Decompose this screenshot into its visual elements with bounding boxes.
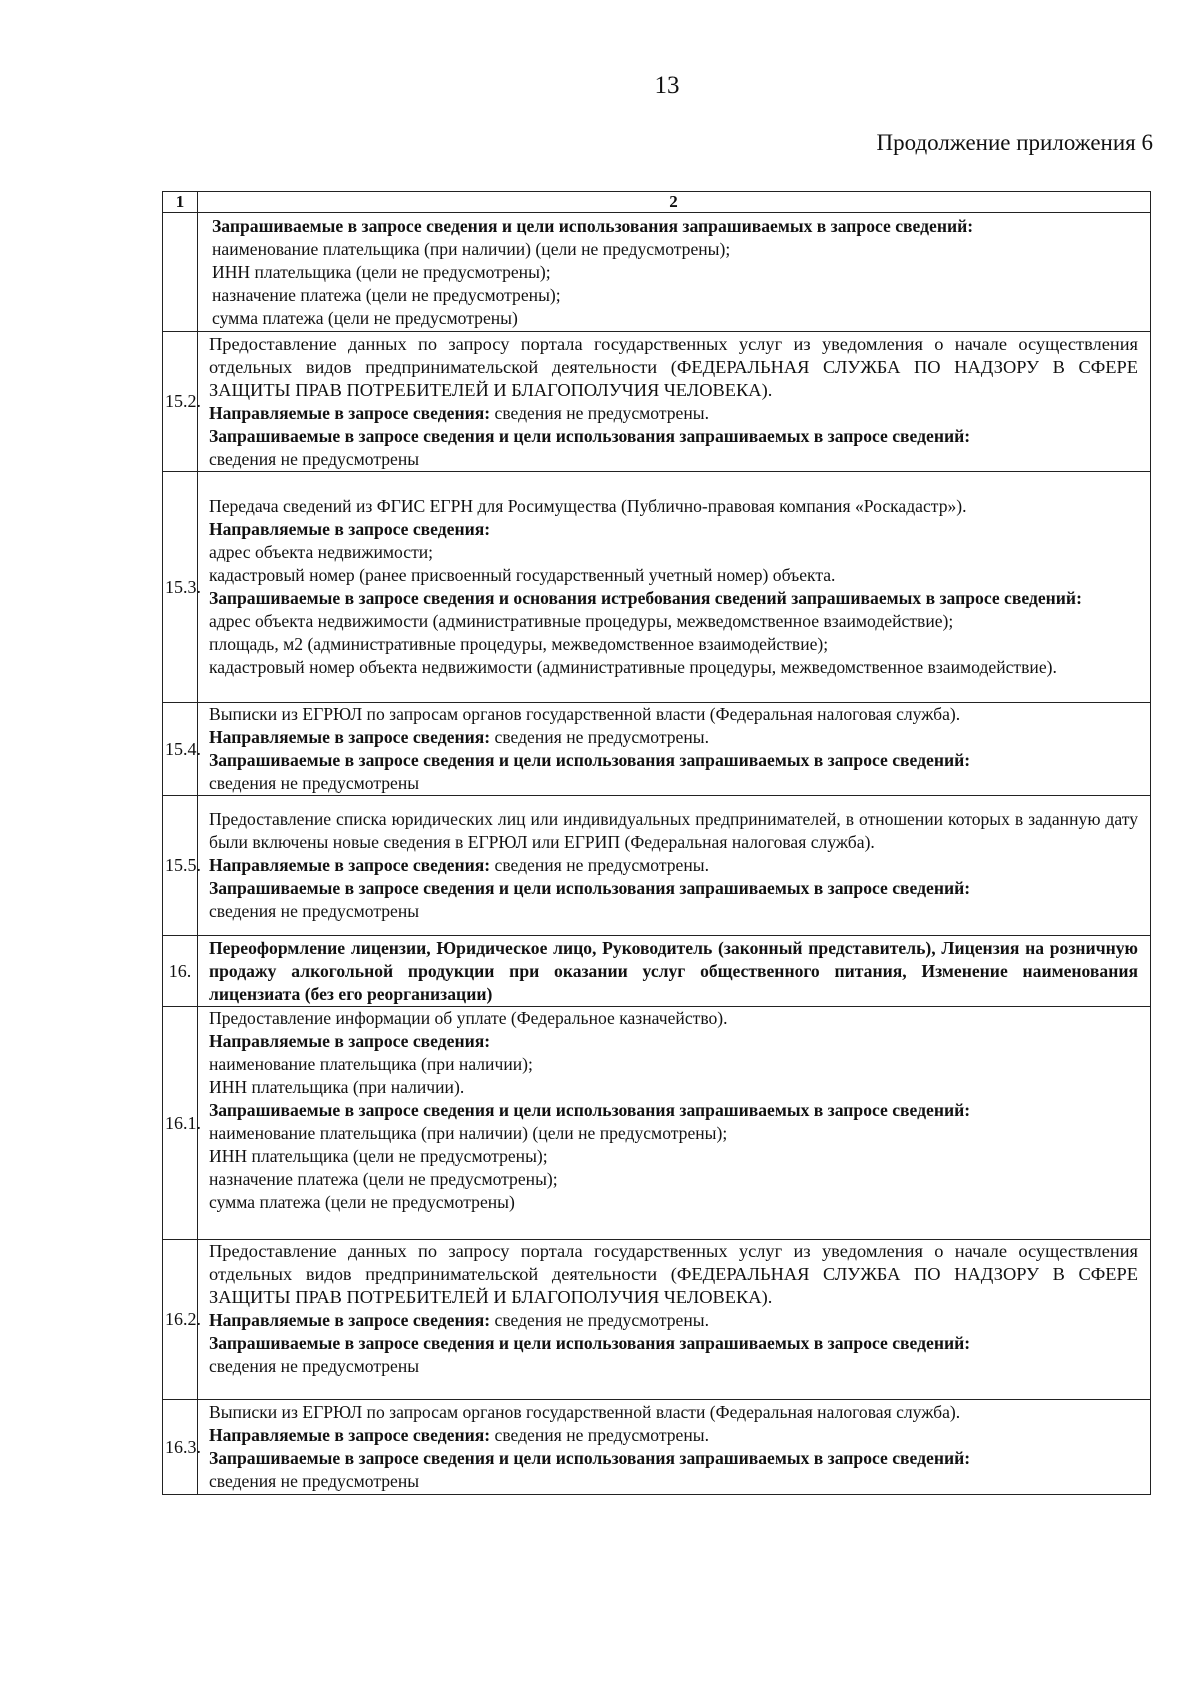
table-row xyxy=(163,472,1151,703)
row-intro: Предоставление данных по запросу портала государственных услуг из уведомления о начале осуществления отдельных видов предпринимательской деятельности (ФЕДЕРАЛЬНАЯ СЛУЖБА ПО НАДЗОРУ В СФЕРЕ ЗАЩИТЫ ПРАВ ПОТРЕБИТЕЛЕЙ И БЛАГОПОЛУЧИЯ ЧЕЛОВЕКА). xyxy=(209,1241,1138,1307)
table-row xyxy=(163,703,1151,796)
list-item: сумма платежа (цели не предусмотрены) xyxy=(212,307,518,328)
list-item: наименование плательщика (при наличии) (цели не предусмотрены); xyxy=(209,1123,728,1143)
appendix-table xyxy=(162,191,1151,1495)
list-item: сумма платежа (цели не предусмотрены) xyxy=(209,1192,515,1212)
table-row xyxy=(163,796,1151,936)
table-row xyxy=(163,1240,1151,1400)
list-item: адрес объекта недвижимости (административные процедуры, межведомственное взаимодействие); xyxy=(209,611,954,631)
page-number: 13 xyxy=(654,72,680,99)
sent-info-label: Направляемые в запросе сведения: xyxy=(209,1310,491,1330)
list-item: адрес объекта недвижимости; xyxy=(209,542,434,562)
row-intro: Выписки из ЕГРЮЛ по запросам органов государственной власти (Федеральная налоговая служба). xyxy=(209,704,961,724)
row-number: 15.2. xyxy=(163,332,198,472)
row-number: 15.5. xyxy=(163,796,198,936)
requested-info-value: сведения не предусмотрены xyxy=(209,1471,420,1491)
list-item: назначение платежа (цели не предусмотрены); xyxy=(209,1169,558,1189)
requested-info-value: сведения не предусмотрены xyxy=(209,1356,420,1376)
requested-info-label: Запрашиваемые в запросе сведения и основания истребования сведений запрашиваемых в запросе сведений: xyxy=(209,588,1082,608)
requested-info-label: Запрашиваемые в запросе сведения и цели использования запрашиваемых в запросе сведений: xyxy=(212,215,974,236)
row-number: 16. xyxy=(163,936,198,1007)
row-content xyxy=(198,796,1151,936)
table-row xyxy=(163,332,1151,472)
column-header-1: 1 xyxy=(163,192,198,213)
sent-info-label: Направляемые в запросе сведения: xyxy=(209,855,491,875)
sent-info-value: сведения не предусмотрены. xyxy=(494,1425,709,1445)
list-item: ИНН плательщика (при наличии). xyxy=(209,1077,465,1097)
row-number: 15.3. xyxy=(163,472,198,703)
row-content xyxy=(198,472,1151,703)
sent-info-value: сведения не предусмотрены. xyxy=(494,402,709,423)
sent-info-label: Направляемые в запросе сведения: xyxy=(209,727,491,747)
row-number: 16.3. xyxy=(163,1400,198,1495)
row-number: 16.2. xyxy=(163,1240,198,1400)
list-item: ИНН плательщика (цели не предусмотрены); xyxy=(212,261,551,282)
row-number xyxy=(163,213,198,332)
column-header-2: 2 xyxy=(198,192,1151,213)
table-header-row xyxy=(163,192,1151,213)
list-item: площадь, м2 (административные процедуры, межведомственное взаимодействие); xyxy=(209,634,829,654)
list-item: кадастровый номер (ранее присвоенный государственный учетный номер) объекта. xyxy=(209,565,836,585)
table-row xyxy=(163,1007,1151,1240)
sent-info-value: сведения не предусмотрены. xyxy=(494,855,709,875)
sent-info-value: сведения не предусмотрены. xyxy=(494,727,709,747)
requested-info-label: Запрашиваемые в запросе сведения и цели использования запрашиваемых в запросе сведений: xyxy=(209,1333,971,1353)
requested-info-value: сведения не предусмотрены xyxy=(209,448,420,469)
row-content xyxy=(198,213,1151,332)
row-content xyxy=(198,1240,1151,1400)
row-intro: Выписки из ЕГРЮЛ по запросам органов государственной власти (Федеральная налоговая служба). xyxy=(209,1402,961,1422)
list-item: кадастровый номер объекта недвижимости (административные процедуры, межведомственное взаимодействие). xyxy=(209,657,1057,677)
requested-info-label: Запрашиваемые в запросе сведения и цели использования запрашиваемых в запросе сведений: xyxy=(209,1448,971,1468)
sent-info-label: Направляемые в запросе сведения: xyxy=(209,402,491,423)
section-row xyxy=(163,936,1151,1007)
row-number: 15.4. xyxy=(163,703,198,796)
section-title: Переоформление лицензии, Юридическое лицо, Руководитель (законный представитель), Лицензия на розничную продажу алкогольной продукции при оказании услуг общественного питания, Изменение наименования лицензиата (без его реорганизации) xyxy=(198,936,1151,1007)
requested-info-value: сведения не предусмотрены xyxy=(209,773,420,793)
row-intro: Предоставление данных по запросу портала государственных услуг из уведомления о начале осуществления отдельных видов предпринимательской деятельности (ФЕДЕРАЛЬНАЯ СЛУЖБА ПО НАДЗОРУ В СФЕРЕ ЗАЩИТЫ ПРАВ ПОТРЕБИТЕЛЕЙ И БЛАГОПОЛУЧИЯ ЧЕЛОВЕКА). xyxy=(209,333,1138,400)
list-item: наименование плательщика (при наличии); xyxy=(209,1054,533,1074)
requested-info-value: сведения не предусмотрены xyxy=(209,901,420,921)
sent-info-label: Направляемые в запросе сведения: xyxy=(209,1425,491,1445)
row-intro: Предоставление информации об уплате (Федеральное казначейство). xyxy=(209,1008,728,1028)
sent-info-label: Направляемые в запросе сведения: xyxy=(209,1031,491,1051)
requested-info-label: Запрашиваемые в запросе сведения и цели использования запрашиваемых в запросе сведений: xyxy=(209,878,971,898)
sent-info-label: Направляемые в запросе сведения: xyxy=(209,519,491,539)
row-content xyxy=(198,1400,1151,1495)
row-number: 16.1. xyxy=(163,1007,198,1240)
row-intro: Предоставление списка юридических лиц или индивидуальных предпринимателей, в отношении которых в заданную дату были включены новые сведения в ЕГРЮЛ или ЕГРИП (Федеральная налоговая служба). xyxy=(209,809,1138,852)
sent-info-value: сведения не предусмотрены. xyxy=(494,1310,709,1330)
appendix-caption: Продолжение приложения 6 xyxy=(876,130,1153,155)
row-content xyxy=(198,1007,1151,1240)
table-row xyxy=(163,1400,1151,1495)
list-item: ИНН плательщика (цели не предусмотрены); xyxy=(209,1146,548,1166)
list-item: наименование плательщика (при наличии) (цели не предусмотрены); xyxy=(212,238,731,259)
list-item: назначение платежа (цели не предусмотрены); xyxy=(212,284,561,305)
requested-info-label: Запрашиваемые в запросе сведения и цели использования запрашиваемых в запросе сведений: xyxy=(209,1100,971,1120)
row-intro: Передача сведений из ФГИС ЕГРН для Росимущества (Публично-правовая компания «Роскадастр»). xyxy=(209,496,967,516)
row-content xyxy=(198,703,1151,796)
row-content xyxy=(198,332,1151,472)
table-row xyxy=(163,213,1151,332)
requested-info-label: Запрашиваемые в запросе сведения и цели использования запрашиваемых в запросе сведений: xyxy=(209,750,971,770)
requested-info-label: Запрашиваемые в запросе сведения и цели использования запрашиваемых в запросе сведений: xyxy=(209,425,971,446)
